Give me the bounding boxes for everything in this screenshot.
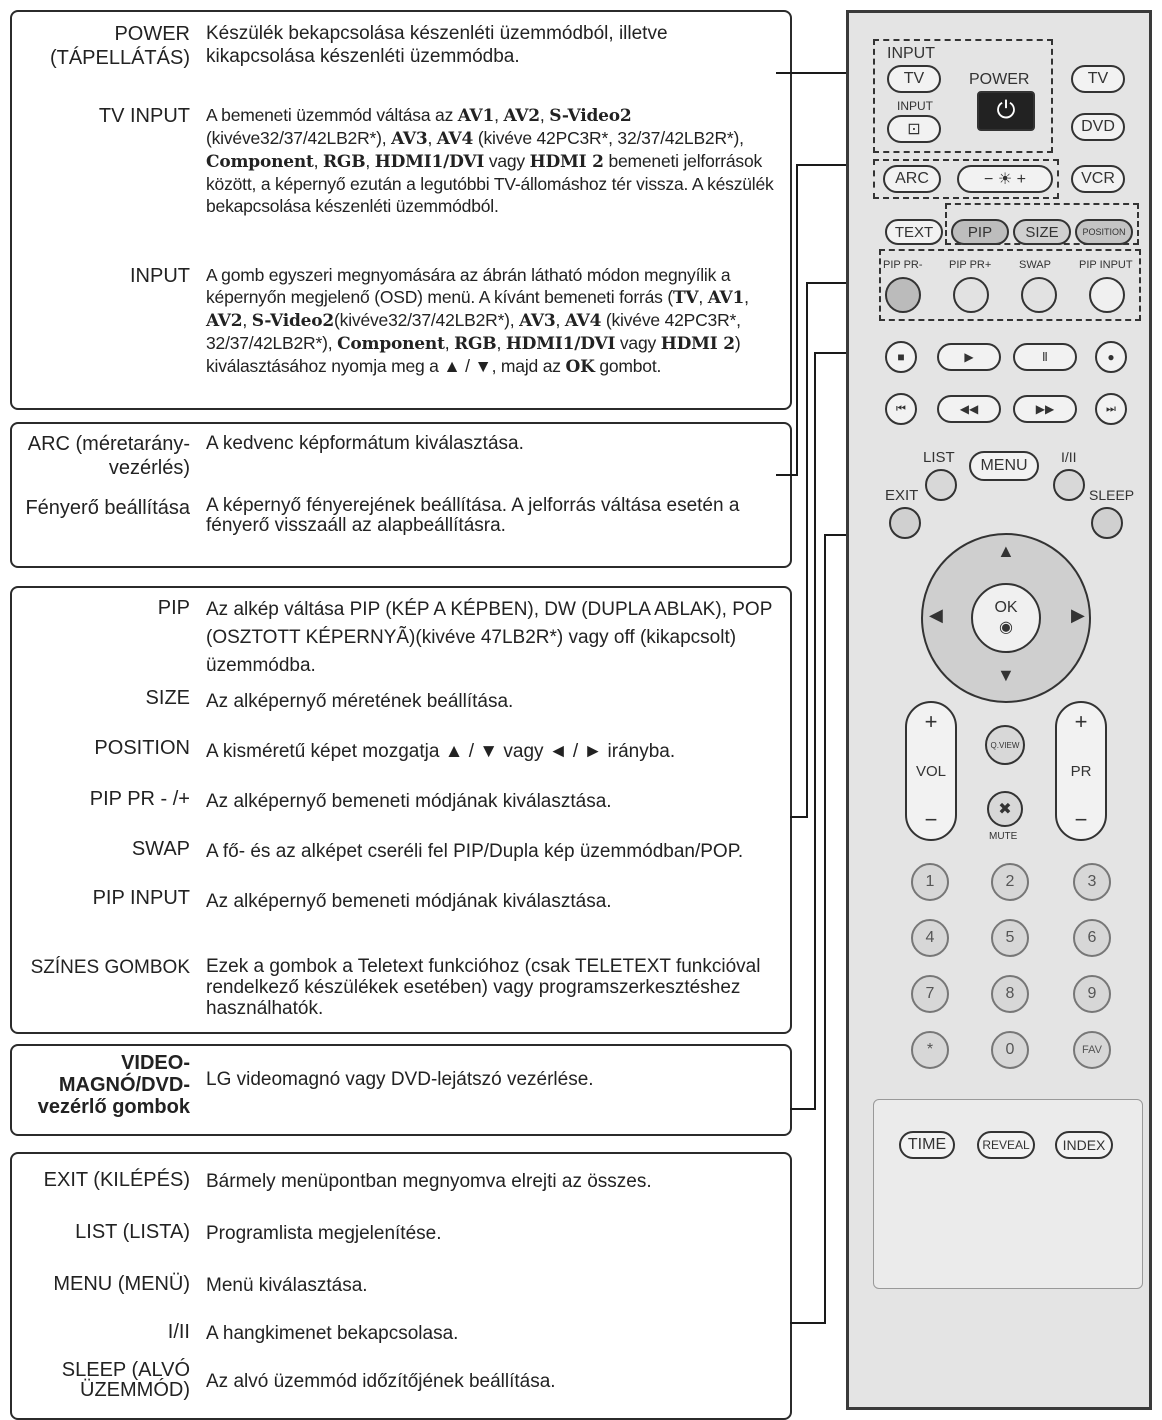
play-button[interactable]: ▶ <box>937 343 1001 371</box>
up-arrow-icon[interactable]: ▲ <box>997 541 1015 561</box>
brightness-button[interactable]: − ☀ + <box>957 165 1053 193</box>
rewind-button[interactable]: ◀◀ <box>937 395 1001 423</box>
ok-button[interactable] <box>971 583 1041 653</box>
pr-label: PR <box>1070 762 1092 780</box>
key-star-button[interactable]: * <box>911 1031 949 1069</box>
pip-pr-plus-label: PIP PR+ <box>949 259 992 271</box>
key-2-button[interactable]: 2 <box>991 863 1029 901</box>
arc-button[interactable]: ARC <box>883 165 941 193</box>
pause-button[interactable]: Ⅱ <box>1013 343 1077 371</box>
list-label: LIST <box>923 449 955 466</box>
sleep-term: SLEEP (ALVÓ ÜZEMMÓD) <box>61 1359 190 1401</box>
right-arrow-icon[interactable]: ▶ <box>1071 605 1085 625</box>
swap-term: SWAP <box>131 838 190 860</box>
ok-dot-icon: ◉ <box>999 619 1013 636</box>
i-ii-term: I/II <box>167 1321 190 1343</box>
pip-input-label: PIP INPUT <box>1079 259 1133 271</box>
input-button[interactable]: ⊡ <box>887 115 941 143</box>
mute-button[interactable]: ✖ <box>987 791 1023 827</box>
remote-control <box>846 10 1152 1410</box>
record-button[interactable]: ● <box>1095 341 1127 373</box>
tvinput-term: TV INPUT <box>98 105 190 127</box>
qview-button[interactable]: Q.VIEW <box>985 725 1025 765</box>
menu-desc: Menü kiválasztása. <box>206 1275 368 1296</box>
index-button[interactable]: INDEX <box>1055 1131 1113 1159</box>
color-keys-term: SZÍNES GOMBOK <box>30 957 190 978</box>
pip-pr-desc: Az alképernyő bemeneti módjának kiválasztása. <box>206 791 612 812</box>
vol-minus-icon: − <box>924 807 938 832</box>
prev-button[interactable]: ⏮ <box>885 393 917 425</box>
input-desc: A gomb egyszeri megnyomására az ábrán látható módon megnyílik a képernyőn megjelenő (OSD) menü. A kívánt bemeneti forrás (TV, AV1, AV2, S-Video2(kivéve32/37/42LB2R*), AV3, AV4 (kivéve 42PC3R*, 32/37/42LB2R*), Component, RGB, HDMI1/DVI vagy HDMI 2) kiválasztásához nyomja meg a ▲ / ▼, majd az OK gombot. <box>206 265 749 377</box>
input-group-label: INPUT <box>887 45 935 62</box>
connector-pip-h <box>790 816 808 818</box>
pip-button[interactable]: PIP <box>951 219 1009 245</box>
connector-arc-h <box>776 474 798 476</box>
pip-pr-term: PIP PR - /+ <box>89 788 190 810</box>
input-small-label: INPUT <box>897 99 933 113</box>
stop-button[interactable]: ■ <box>885 341 917 373</box>
size-term: SIZE <box>145 687 190 709</box>
i-ii-button[interactable] <box>1053 469 1085 501</box>
connector-pip-v <box>806 282 808 818</box>
key-4-button[interactable]: 4 <box>911 919 949 957</box>
pip-input-desc: Az alképernyő bemeneti módjának kiválasztása. <box>206 891 612 912</box>
pip-desc: Az alkép váltása PIP (KÉP A KÉPBEN), DW (DUPLA ABLAK), POP (OSZTOTT KÉPERNYÃ)(kivéve 47LB2R*) vagy off (kikapcsolt) üzemmódba. <box>206 599 773 676</box>
vol-label: VOL <box>915 762 946 780</box>
pr-minus-icon: − <box>1074 807 1088 832</box>
exit-button[interactable] <box>889 507 921 539</box>
arc-desc: A kedvenc képformátum kiválasztása. <box>206 433 524 454</box>
vcr-mode-button[interactable]: VCR <box>1071 165 1125 193</box>
color-keys-desc: Ezek a gombok a Teletext funkcióhoz (csak TELETEXT funkcióval rendelkező készülékek esetében) vagy programszerkesztéshez használhatók. <box>206 956 761 1019</box>
pr-plus-icon: + <box>1074 709 1088 734</box>
vcr-term: VIDEO-MAGNÓ/DVD-vezérlő gombok <box>37 1052 190 1118</box>
program-rocker[interactable] <box>1055 701 1107 841</box>
position-button[interactable]: POSITION <box>1075 219 1133 245</box>
swap-button[interactable] <box>1021 277 1057 313</box>
down-arrow-icon[interactable]: ▼ <box>997 665 1015 685</box>
swap-desc: A fő- és az alképet cseréli fel PIP/Dupla kép üzemmódban/POP. <box>206 841 744 862</box>
list-term: LIST (LISTA) <box>75 1221 190 1243</box>
position-term: POSITION <box>94 737 190 759</box>
pip-pr-minus-label: PIP PR- <box>883 259 923 271</box>
exit-desc: Bármely menüpontban megnyomva elrejti az összes. <box>206 1171 652 1192</box>
tv-mode-button[interactable]: TV <box>1071 65 1125 93</box>
connector-vcr-v <box>814 352 816 1110</box>
power-button[interactable]: ⏻ <box>977 91 1035 131</box>
connector-arc-v <box>796 164 798 476</box>
key-8-button[interactable]: 8 <box>991 975 1029 1013</box>
brightness-term: Fényerő beállítása <box>25 497 190 519</box>
sleep-desc: Az alvó üzemmód időzítőjének beállítása. <box>206 1371 556 1392</box>
arc-term: ARC (méretarány-vezérlés) <box>27 433 190 479</box>
teletext-panel <box>873 1099 1143 1289</box>
brightness-desc: A képernyő fényerejének beállítása. A jelforrás váltása esetén a fényerő visszaáll az alapbeállításra. <box>206 495 740 536</box>
volume-rocker[interactable] <box>905 701 957 841</box>
list-button[interactable] <box>925 469 957 501</box>
menu-term: MENU (MENÜ) <box>53 1273 190 1295</box>
i-ii-desc: A hangkimenet bekapcsolasa. <box>206 1323 459 1344</box>
vol-plus-icon: + <box>924 709 938 734</box>
exit-label: EXIT <box>885 487 919 504</box>
pip-input-term: PIP INPUT <box>92 887 190 909</box>
position-desc: A kisméretű képet mozgatja ▲ / ▼ vagy ◄ / ► irányba. <box>206 741 676 762</box>
key-fav-button[interactable]: FAV <box>1073 1031 1111 1069</box>
list-desc: Programlista megjelenítése. <box>206 1223 442 1244</box>
time-button[interactable]: TIME <box>899 1131 955 1159</box>
next-button[interactable]: ⏭ <box>1095 393 1127 425</box>
ok-label: OK <box>994 599 1018 616</box>
key-6-button[interactable]: 6 <box>1073 919 1111 957</box>
sleep-label: SLEEP <box>1089 487 1135 503</box>
input-term: INPUT <box>130 265 190 287</box>
menu-button[interactable]: MENU <box>969 451 1039 481</box>
pip-term: PIP <box>157 597 190 619</box>
power-desc: Készülék bekapcsolása készenléti üzemmódból, illetve kikapcsolása készenléti üzemmódba. <box>206 23 668 67</box>
forward-button[interactable]: ▶▶ <box>1013 395 1077 423</box>
i-ii-label: I/II <box>1061 449 1077 465</box>
key-9-button[interactable]: 9 <box>1073 975 1111 1013</box>
power-term: POWER (TÁPELLÁTÁS) <box>49 23 190 69</box>
key-0-button[interactable]: 0 <box>991 1031 1029 1069</box>
tvinput-desc: A bemeneti üzemmód váltása az AV1, AV2, S-Video2 (kivéve32/37/42LB2R*), AV3, AV4 (kivéve 42PC3R*, 32/37/42LB2R*), Component, RGB, HDMI1/DVI vagy HDMI 2 bemeneti jelforrások között, a képernyő ezután a legutóbbi TV-állomáshoz tér vissza. A készülék bekapcsolása készenléti üzemmódból. <box>206 105 774 216</box>
pip-input-button[interactable] <box>1089 277 1125 313</box>
pip-pr-minus-button[interactable] <box>885 277 921 313</box>
swap-label: SWAP <box>1019 259 1051 271</box>
tv-input-button[interactable]: TV <box>887 65 941 93</box>
reveal-button[interactable]: REVEAL <box>977 1131 1035 1159</box>
mute-label: MUTE <box>989 831 1018 842</box>
key-1-button[interactable]: 1 <box>911 863 949 901</box>
connector-exit-h <box>790 1322 826 1324</box>
connector-exit-v <box>824 534 826 1324</box>
exit-term: EXIT (KILÉPÉS) <box>43 1169 190 1191</box>
sleep-button[interactable] <box>1091 507 1123 539</box>
pip-pr-plus-button[interactable] <box>953 277 989 313</box>
text-button[interactable]: TEXT <box>885 219 943 245</box>
size-desc: Az alképernyő méretének beállítása. <box>206 691 514 712</box>
dvd-mode-button[interactable]: DVD <box>1071 113 1125 141</box>
key-7-button[interactable]: 7 <box>911 975 949 1013</box>
left-arrow-icon[interactable]: ◀ <box>929 605 943 625</box>
vcr-desc: LG videomagnó vagy DVD-lejátszó vezérlése. <box>206 1069 594 1090</box>
size-button[interactable]: SIZE <box>1013 219 1071 245</box>
connector-vcr-h <box>790 1108 816 1110</box>
key-5-button[interactable]: 5 <box>991 919 1029 957</box>
power-label: POWER <box>969 71 1030 88</box>
key-3-button[interactable]: 3 <box>1073 863 1111 901</box>
